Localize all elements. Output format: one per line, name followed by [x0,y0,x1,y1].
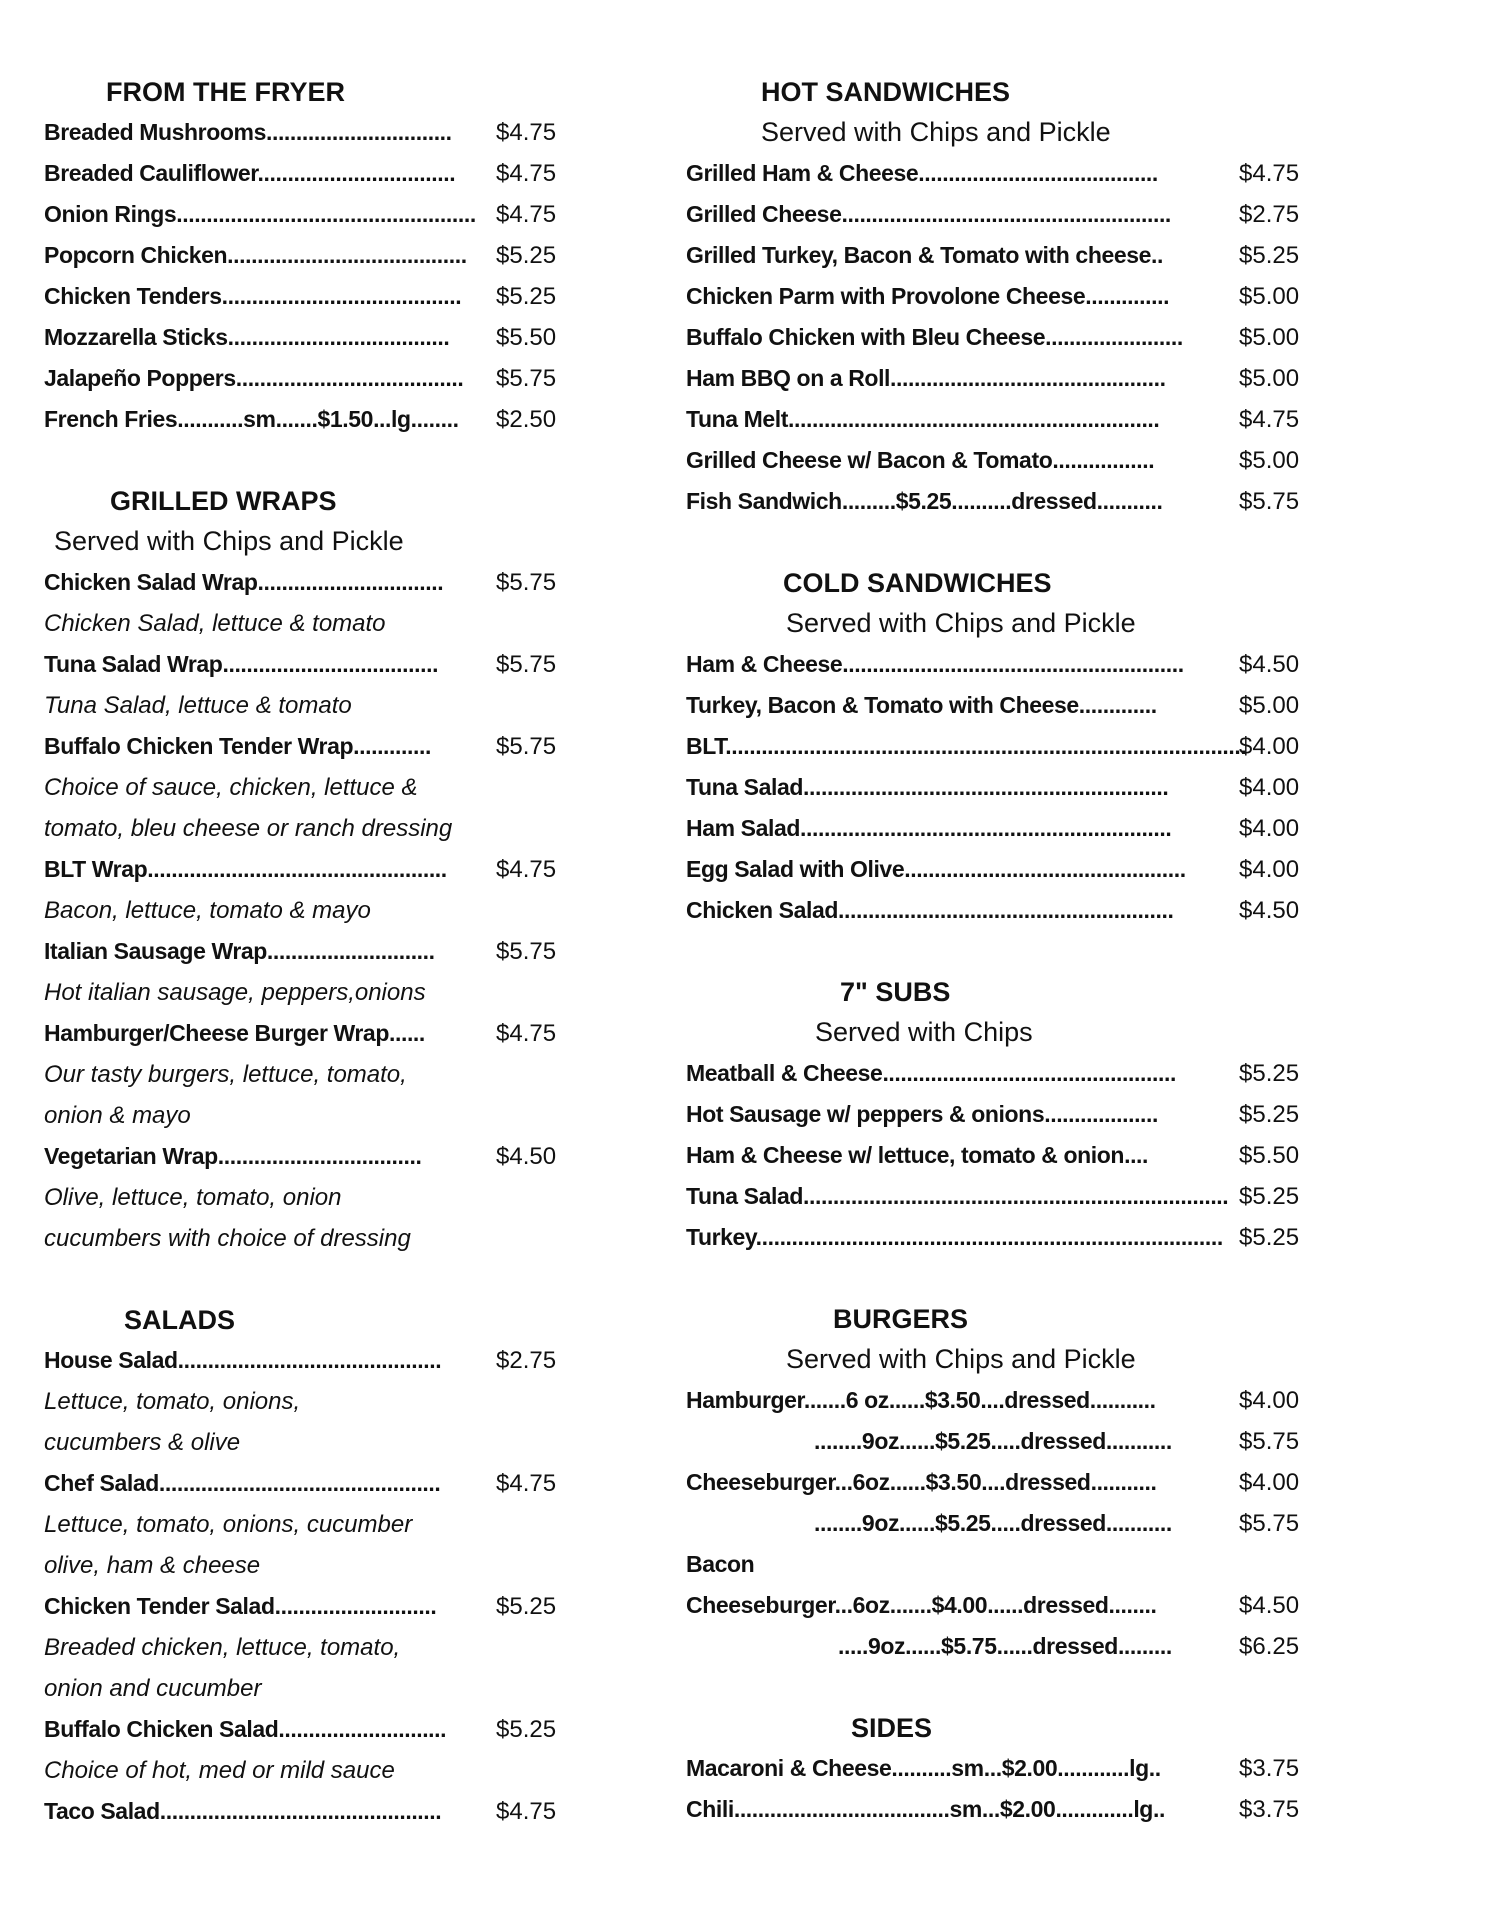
item-name: .....9oz......$5.75......dressed......... [838,1633,1172,1659]
menu-item [686,726,1306,767]
item-price: $4.75 [496,201,557,228]
menu-item [44,153,564,194]
left-column [44,72,564,1832]
menu-item [686,1176,1306,1217]
menu-item [686,685,1306,726]
menu-item [44,1463,564,1504]
item-name: ........9oz......$5.25.....dressed........... [814,1428,1172,1454]
item-name: Vegetarian Wrap.................................. [44,1143,422,1169]
item-price: $5.75 [496,365,557,392]
item-price: $5.00 [1239,324,1300,351]
item-price: $5.75 [496,938,557,965]
item-name: Buffalo Chicken with Bleu Cheese....................... [686,324,1183,350]
item-price: $6.25 [1239,1633,1300,1660]
item-name: Ham & Cheese w/ lettuce, tomato & onion.... [686,1142,1149,1168]
section-title: BURGERS [833,1304,969,1334]
item-description: olive, ham & cheese [44,1552,261,1579]
item-name: Onion Rings.................................................. [44,201,476,227]
item-name: Chicken Salad........................................................ [686,897,1174,923]
item-price: $4.50 [1239,1592,1300,1619]
menu-item [44,1586,564,1627]
menu-item [686,317,1306,358]
item-description: Choice of hot, med or mild sauce [44,1757,395,1784]
menu-item [686,1462,1306,1503]
menu-item [44,1013,564,1054]
menu-item [44,1340,564,1381]
section-burgers [686,1299,1306,1708]
section-cold [686,563,1306,972]
item-name: Buffalo Chicken Tender Wrap............. [44,733,431,759]
menu-item [686,1789,1306,1830]
section-gap [686,931,1306,972]
item-price: $4.00 [1239,774,1300,801]
menu-item [686,1135,1306,1176]
item-price: $5.75 [496,733,557,760]
menu-item [686,808,1306,849]
item-name: Chili....................................sm...$2.00.............lg.. [686,1796,1165,1822]
menu-item [686,440,1306,481]
menu-item [44,849,564,890]
item-price: $4.75 [496,1798,557,1825]
menu-item [686,890,1306,931]
item-description: Hot italian sausage, peppers,onions [44,979,426,1006]
item-name: Ham & Cheese......................................................... [686,651,1184,677]
item-name: BLT Wrap.................................................. [44,856,447,882]
item-price: $5.75 [496,651,557,678]
item-price: $5.25 [496,1593,557,1620]
item-price: $2.75 [1239,201,1300,228]
menu-item [686,276,1306,317]
section-gap [686,1258,1306,1299]
menu-item [686,1380,1306,1421]
item-price: $4.00 [1239,815,1300,842]
item-name: Chef Salad............................................... [44,1470,441,1496]
item-name: Grilled Turkey, Bacon & Tomato with cheese.. [686,242,1164,268]
item-price: $4.75 [1239,160,1300,187]
right-column [686,72,1306,1830]
section-hot [686,72,1306,563]
menu-item [686,1053,1306,1094]
item-price: $5.00 [1239,365,1300,392]
menu-item [44,194,564,235]
item-name: Breaded Mushrooms............................... [44,119,452,145]
item-name: House Salad............................................ [44,1347,442,1373]
item-price: $4.00 [1239,1469,1300,1496]
item-price: $4.50 [496,1143,557,1170]
menu-item [686,153,1306,194]
item-name: Cheeseburger...6oz......$3.50....dressed........... [686,1469,1157,1495]
item-name: Cheeseburger...6oz.......$4.00......dressed........ [686,1592,1157,1618]
menu-item [686,194,1306,235]
section-title: SALADS [124,1305,236,1335]
item-name: Popcorn Chicken........................................ [44,242,467,268]
item-price: $5.25 [496,1716,557,1743]
item-description: onion & mayo [44,1102,191,1129]
section-gap [44,440,564,481]
item-description: tomato, bleu cheese or ranch dressing [44,815,453,842]
item-price: $5.00 [1239,447,1300,474]
menu-item [686,849,1306,890]
item-price: $4.00 [1239,856,1300,883]
item-name: Turkey.............................................................................. [686,1224,1223,1250]
item-name: Mozzarella Sticks..................................... [44,324,450,350]
item-price: $5.75 [1239,1510,1300,1537]
item-name: Breaded Cauliflower................................. [44,160,456,186]
menu-item [686,235,1306,276]
item-name: Hamburger.......6 oz......$3.50....dressed........... [686,1387,1156,1413]
section-title: SIDES [851,1713,933,1743]
item-price: $5.75 [1239,1428,1300,1455]
section-fryer [44,72,564,481]
section-subtitle: Served with Chips and Pickle [54,526,404,556]
item-price: $5.50 [1239,1142,1300,1169]
item-price: $5.75 [1239,488,1300,515]
menu-item [686,1544,1306,1585]
item-name: Tuna Melt.............................................................. [686,406,1160,432]
item-description: Bacon, lettuce, tomato & mayo [44,897,371,924]
item-name: Turkey, Bacon & Tomato with Cheese............. [686,692,1157,718]
item-price: $5.50 [496,324,557,351]
item-name: Macaroni & Cheese..........sm...$2.00............lg.. [686,1755,1161,1781]
item-description: Tuna Salad, lettuce & tomato [44,692,352,719]
menu-item [686,767,1306,808]
menu-item [686,358,1306,399]
section-subtitle: Served with Chips [815,1017,1033,1047]
item-description: Choice of sauce, chicken, lettuce & [44,774,418,801]
section-subtitle: Served with Chips and Pickle [761,117,1111,147]
menu-item [44,399,564,440]
item-name: Jalapeño Poppers...................................... [44,365,464,391]
menu-item [686,1748,1306,1789]
item-description: Lettuce, tomato, onions, [44,1388,301,1415]
item-price: $5.25 [1239,1183,1300,1210]
item-name: Meatball & Cheese................................................. [686,1060,1176,1086]
item-name: French Fries...........sm.......$1.50...lg........ [44,406,459,432]
item-name: Chicken Tender Salad........................... [44,1593,437,1619]
menu-item [686,1421,1306,1462]
section-title: 7" SUBS [840,977,951,1007]
section-wraps [44,481,564,1300]
menu-item [44,276,564,317]
item-price: $4.75 [1239,406,1300,433]
item-price: $2.50 [496,406,557,433]
item-name: Grilled Ham & Cheese........................................ [686,160,1158,186]
item-name: Chicken Tenders........................................ [44,283,462,309]
menu-item [686,399,1306,440]
menu-item [44,1136,564,1177]
section-subtitle: Served with Chips and Pickle [786,608,1136,638]
item-description: Chicken Salad, lettuce & tomato [44,610,386,637]
item-price: $3.75 [1239,1796,1300,1823]
item-price: $4.75 [496,119,557,146]
item-name: Tuna Salad....................................................................... [686,1183,1229,1209]
menu-item [44,1791,564,1832]
menu-item [686,481,1306,522]
item-description: Olive, lettuce, tomato, onion [44,1184,342,1211]
menu-item [44,112,564,153]
section-title: GRILLED WRAPS [110,486,337,516]
menu-item [686,1094,1306,1135]
menu-item [44,931,564,972]
item-name: Ham BBQ on a Roll.............................................. [686,365,1166,391]
item-name: Italian Sausage Wrap............................ [44,938,435,964]
item-description: Our tasty burgers, lettuce, tomato, [44,1061,407,1088]
item-price: $4.75 [496,160,557,187]
item-name: Taco Salad............................................... [44,1798,442,1824]
item-name: ........9oz......$5.25.....dressed........... [814,1510,1172,1536]
menu-item [44,235,564,276]
item-price: $5.25 [1239,1224,1300,1251]
item-name: Hamburger/Cheese Burger Wrap...... [44,1020,425,1046]
menu-item [686,1626,1306,1667]
item-name: Egg Salad with Olive............................................... [686,856,1186,882]
item-price: $4.75 [496,1020,557,1047]
item-name: Ham Salad.............................................................. [686,815,1172,841]
section-subtitle: Served with Chips and Pickle [786,1344,1136,1374]
item-price: $4.50 [1239,651,1300,678]
item-name: BLT....................................................................................... [686,733,1247,759]
item-price: $5.75 [496,569,557,596]
menu-item [686,1585,1306,1626]
section-title: COLD SANDWICHES [783,568,1052,598]
item-price: $5.25 [1239,1101,1300,1128]
menu-item [44,1709,564,1750]
item-price: $5.25 [496,242,557,269]
item-description: Breaded chicken, lettuce, tomato, [44,1634,401,1661]
section-title: HOT SANDWICHES [761,77,1010,107]
menu-item [686,1217,1306,1258]
menu-item [44,562,564,603]
item-price: $4.00 [1239,733,1300,760]
item-description: cucumbers & olive [44,1429,241,1456]
section-sides [686,1708,1306,1830]
item-name: Bacon [686,1551,755,1577]
section-subs [686,972,1306,1299]
menu-item [44,358,564,399]
item-name: Grilled Cheese w/ Bacon & Tomato................. [686,447,1155,473]
menu-item [44,644,564,685]
menu-item [44,317,564,358]
item-name: Tuna Salad Wrap.................................... [44,651,439,677]
section-gap [686,1667,1306,1708]
menu-item [44,726,564,767]
item-price: $4.75 [496,1470,557,1497]
item-price: $4.75 [496,856,557,883]
item-description: cucumbers with choice of dressing [44,1225,411,1252]
item-price: $2.75 [496,1347,557,1374]
section-salads [44,1300,564,1832]
item-price: $5.00 [1239,283,1300,310]
item-price: $4.50 [1239,897,1300,924]
section-title: FROM THE FRYER [106,77,345,107]
item-price: $4.00 [1239,1387,1300,1414]
item-price: $5.25 [496,283,557,310]
item-name: Fish Sandwich.........$5.25..........dressed........... [686,488,1163,514]
item-name: Chicken Salad Wrap............................... [44,569,444,595]
section-gap [686,522,1306,563]
item-price: $3.75 [1239,1755,1300,1782]
item-description: Lettuce, tomato, onions, cucumber [44,1511,413,1538]
item-description: onion and cucumber [44,1675,262,1702]
item-price: $5.25 [1239,242,1300,269]
item-price: $5.25 [1239,1060,1300,1087]
section-gap [44,1259,564,1300]
item-price: $5.00 [1239,692,1300,719]
item-name: Buffalo Chicken Salad............................ [44,1716,447,1742]
item-name: Tuna Salad............................................................. [686,774,1169,800]
item-name: Hot Sausage w/ peppers & onions................... [686,1101,1159,1127]
item-name: Chicken Parm with Provolone Cheese.............. [686,283,1170,309]
item-name: Grilled Cheese....................................................... [686,201,1171,227]
menu-item [686,1503,1306,1544]
menu-item [686,644,1306,685]
